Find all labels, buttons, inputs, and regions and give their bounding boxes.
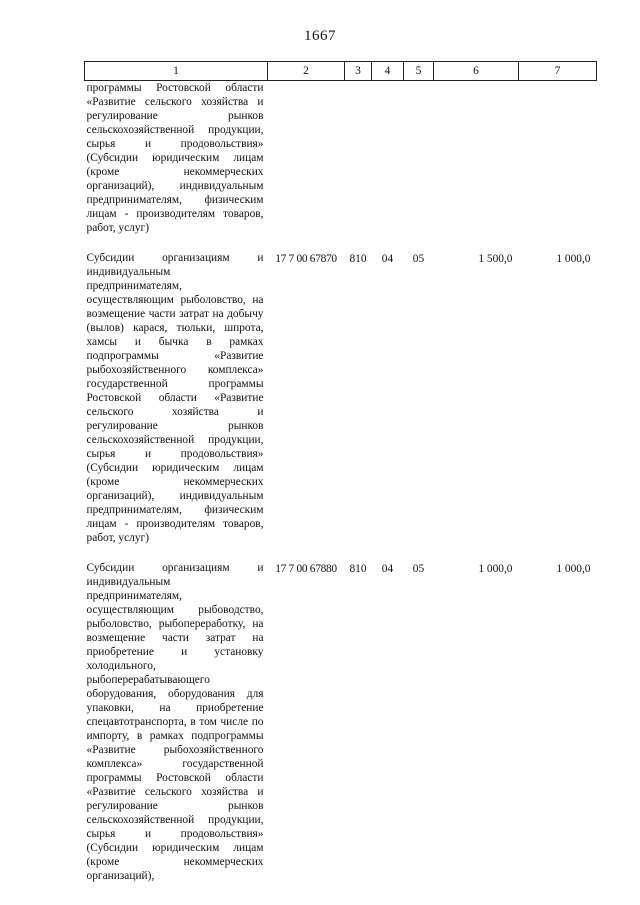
row-sum-1: 1 000,0 bbox=[478, 563, 513, 575]
row-name: Субсидии организациям и индивидуальным предпринимателям, осуществляющим рыболовство, на возмещение части затрат на добычу (вылов) карася, тюльки, шпрота, хамсы и бычка в рамках подпрограммы «Развитие рыбохозяйственного комплекса» государственной программы Ростовской области «Развитие сельского хозяйства и регулирование рынков сельскохозяйственной продукции, сырья и продовольствия» (Субсидии юридическим лицам (кроме некоммерческих организаций), индивидуальным предпринимателям, физическим лицам - производителям товаров, работ, услуг) bbox=[86, 252, 264, 544]
row-rz: 04 bbox=[381, 563, 394, 575]
header-col-7: 7 bbox=[519, 62, 597, 81]
row-pr bbox=[404, 81, 434, 236]
header-col-2: 2 bbox=[268, 62, 345, 81]
row-sum-2 bbox=[519, 81, 597, 236]
row-csr: 17 7 00 67880 bbox=[275, 563, 337, 575]
row-name: программы Ростовской области «Развитие сельского хозяйства и регулирование рынков сельскохозяйственной продукции, сырья и продовольствия» (Субсидии юридическим лицам (кроме некоммерческих организаций), индивидуальным предпринимателям, физическим лицам - производителям товаров, работ, услуг) bbox=[86, 82, 264, 234]
row-spacer bbox=[85, 545, 597, 561]
header-col-3: 3 bbox=[345, 62, 372, 81]
row-vr: 810 bbox=[349, 563, 367, 575]
row-sum-2: 1 000,0 bbox=[556, 563, 591, 575]
table-header-row bbox=[85, 62, 597, 81]
table-row bbox=[85, 561, 597, 883]
header-col-5: 5 bbox=[404, 62, 434, 81]
header-col-6: 6 bbox=[434, 62, 519, 81]
row-csr bbox=[268, 81, 345, 236]
row-sum-1: 1 500,0 bbox=[478, 253, 513, 265]
row-rz: 04 bbox=[381, 253, 394, 265]
row-csr: 17 7 00 67870 bbox=[275, 253, 337, 265]
header-col-1: 1 bbox=[85, 62, 268, 81]
row-sum-2: 1 000,0 bbox=[556, 253, 591, 265]
table-row bbox=[85, 81, 597, 236]
row-vr: 810 bbox=[349, 253, 367, 265]
row-rz bbox=[372, 81, 404, 236]
budget-table bbox=[84, 61, 597, 883]
row-name: Субсидии организациям и индивидуальным предпринимателям, осуществляющим рыбоводство, рыболовство, рыбопереработку, на возмещение части затрат на приобретение и установку холодильного, рыбоперерабатывающего оборудования, оборудования для упаковки, на приобретение спецавтотранспорта, в том числе по импорту, в рамках подпрограммы «Развитие рыбохозяйственного комплекса» государственной программы Ростовской области «Развитие сельского хозяйства и регулирование рынков сельскохозяйственной продукции, сырья и продовольствия» (Субсидии юридическим лицам (кроме некоммерческих организаций), bbox=[86, 562, 264, 882]
row-pr: 05 bbox=[412, 563, 425, 575]
row-pr: 05 bbox=[412, 253, 425, 265]
row-sum-1 bbox=[434, 81, 519, 236]
table-row bbox=[85, 251, 597, 545]
header-col-4: 4 bbox=[372, 62, 404, 81]
row-vr bbox=[345, 81, 372, 236]
row-spacer bbox=[85, 235, 597, 251]
page-number: 1667 bbox=[304, 28, 336, 44]
